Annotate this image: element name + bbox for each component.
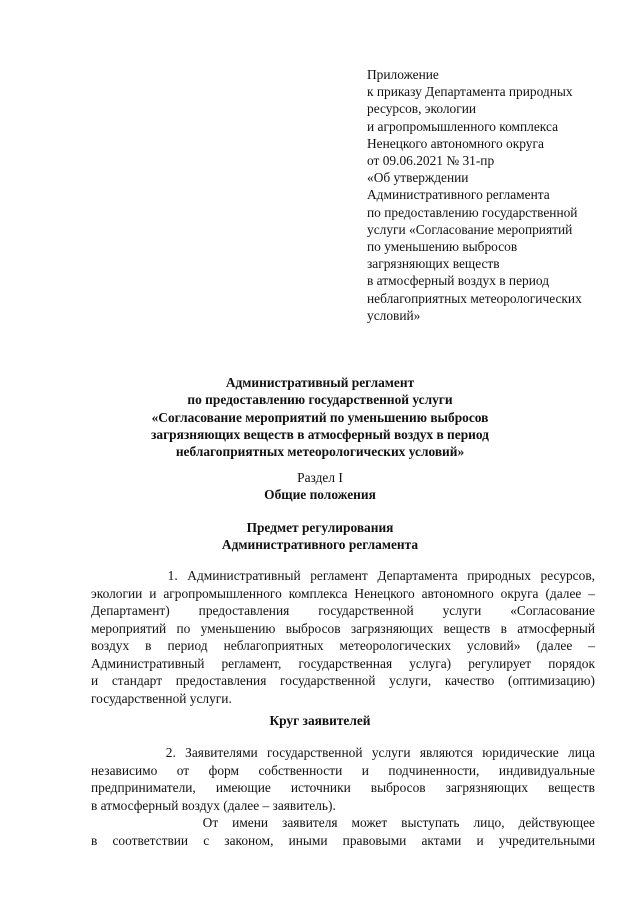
appendix-line: ресурсов, экологии bbox=[367, 101, 477, 117]
paragraph-line: Департамент) предоставления государственной услуги «Согласование bbox=[91, 603, 595, 618]
appendix-line: к приказу Департамента природных bbox=[367, 84, 573, 100]
subject-line: Административного регламента bbox=[221, 537, 419, 553]
paragraph-line: От имени заявителя может выступать лицо, действующее bbox=[91, 815, 595, 830]
paragraph-3 bbox=[91, 814, 595, 849]
section-number: Раздел I bbox=[297, 470, 343, 485]
appendix-line: Административного регламента bbox=[367, 187, 550, 203]
paragraph-line: государственной услуги. bbox=[91, 690, 232, 706]
appendix-line: Ненецкого автономного округа bbox=[367, 135, 544, 151]
paragraph-1 bbox=[91, 567, 595, 707]
appendix-line: в атмосферный воздух в период bbox=[367, 273, 550, 289]
paragraph-line: мероприятий по уменьшению выбросов загрязняющих веществ в атмосферный bbox=[91, 620, 595, 636]
subject-heading bbox=[70, 519, 570, 554]
appendix-line: Приложение bbox=[367, 67, 439, 82]
paragraph-line: независимо от форм собственности и подчиненности, индивидуальные bbox=[91, 762, 595, 778]
document-title bbox=[70, 374, 570, 460]
appendix-line: неблагоприятных метеорологических bbox=[367, 290, 582, 306]
appendix-line: загрязняющих веществ bbox=[367, 256, 500, 272]
paragraph-line: экологии и агропромышленного комплекса Ненецкого автономного округа (далее – bbox=[91, 585, 595, 601]
title-line: по предоставлению государственной услуги bbox=[187, 392, 453, 408]
paragraph-line: воздух в период неблагоприятных метеорологических условий» (далее – bbox=[91, 638, 595, 653]
paragraph-line: Административный регламент, государственная услуга) регулирует порядок bbox=[91, 655, 595, 671]
paragraph-line: и стандарт предоставления государственной услуги, качество (оптимизацию) bbox=[91, 673, 595, 688]
applicants-heading: Круг заявителей bbox=[269, 713, 371, 728]
paragraph-line: в соответствии с законом, иными правовыми актами и учредительными bbox=[91, 832, 595, 848]
paragraph-line: предприниматели, имеющие источники выбросов загрязняющих веществ bbox=[91, 780, 595, 795]
appendix-line: от 09.06.2021 № 31-пр bbox=[367, 153, 495, 169]
appendix-line: по уменьшению выбросов bbox=[367, 239, 518, 255]
title-line: Административный регламент bbox=[225, 375, 415, 390]
section-heading bbox=[70, 469, 570, 504]
appendix-line: услуги «Согласование мероприятий bbox=[367, 221, 573, 237]
paragraph-line: 2. Заявителями государственной услуги являются юридические лица bbox=[91, 745, 595, 760]
paragraph-line: 1. Административный регламент Департамента природных ресурсов, bbox=[91, 568, 595, 583]
title-line: «Согласование мероприятий по уменьшению выбросов bbox=[151, 409, 489, 425]
paragraph-line: в атмосферный воздух (далее – заявитель). bbox=[91, 797, 336, 813]
appendix-line: условий» bbox=[367, 307, 421, 323]
appendix-line: «Об утверждении bbox=[367, 170, 469, 186]
title-line: загрязняющих веществ в атмосферный воздух в период bbox=[151, 426, 489, 442]
paragraph-2 bbox=[91, 744, 595, 814]
appendix-line: и агропромышленного комплекса bbox=[367, 118, 559, 134]
section-name: Общие положения bbox=[264, 487, 376, 503]
title-line: неблагоприятных метеорологических условий» bbox=[175, 444, 465, 460]
appendix-block bbox=[367, 66, 607, 324]
subject-line: Предмет регулирования bbox=[246, 520, 394, 535]
appendix-line: по предоставлению государственной bbox=[367, 204, 578, 220]
